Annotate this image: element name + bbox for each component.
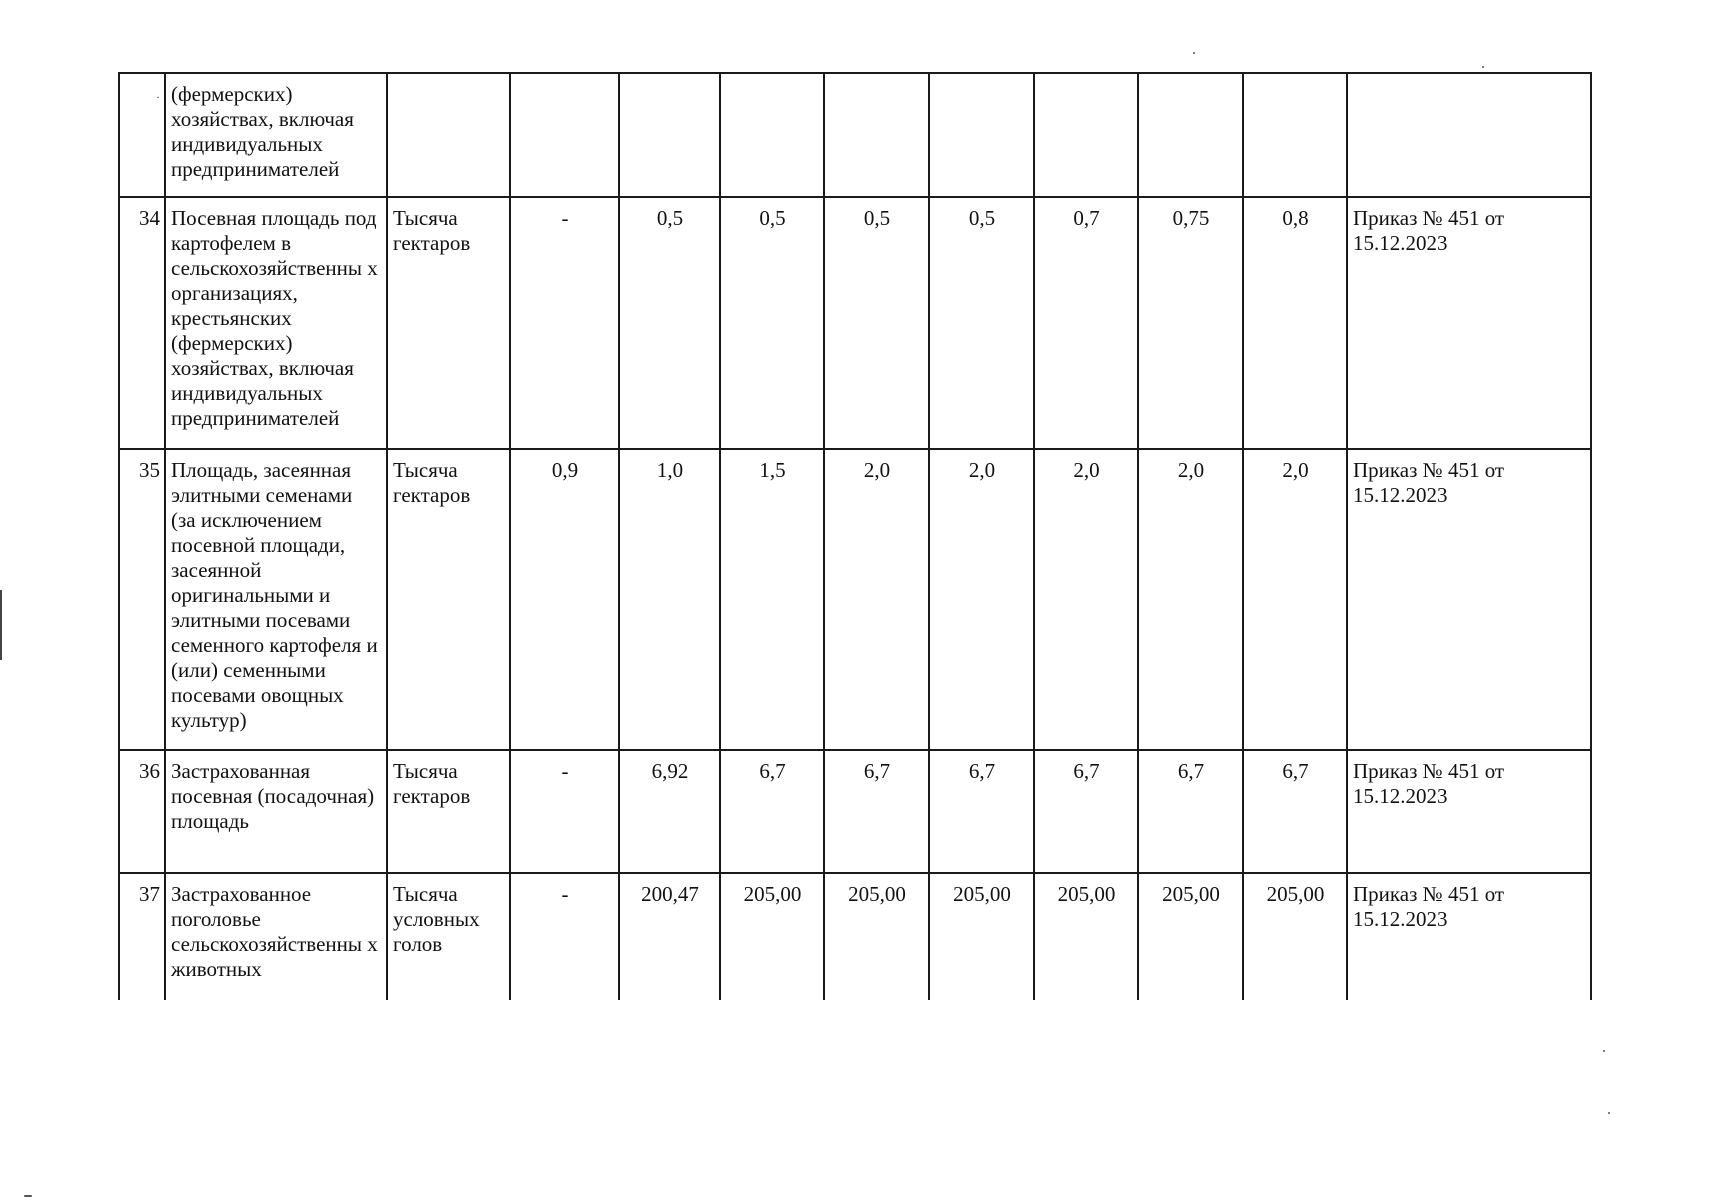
indicator-name-cell: Застрахованное поголовье сельскохозяйственны х животных [165, 873, 387, 1000]
unit-cell: Тысяча гектаров [387, 197, 510, 449]
value-cell [824, 73, 929, 197]
row-number-cell: 36 [119, 750, 165, 873]
value-cell: 2,0 [1034, 449, 1138, 750]
table-row [119, 873, 1591, 1000]
row-number-cell: 35 [119, 449, 165, 750]
row-number-cell [119, 73, 165, 197]
value-cell: 1,0 [619, 449, 720, 750]
scan-edge-mark [0, 590, 2, 660]
row-number-cell: 34 [119, 197, 165, 449]
value-cell: 205,00 [720, 873, 824, 1000]
value-cell: 2,0 [824, 449, 929, 750]
value-cell [1034, 73, 1138, 197]
value-cell: 2,0 [929, 449, 1034, 750]
source-cell: Приказ № 451 от 15.12.2023 [1347, 873, 1591, 1000]
unit-cell [387, 73, 510, 197]
value-cell [929, 73, 1034, 197]
value-cell: 0,75 [1138, 197, 1243, 449]
scan-speck [1608, 1112, 1610, 1114]
value-cell: 205,00 [824, 873, 929, 1000]
value-cell [510, 73, 619, 197]
source-cell: Приказ № 451 от 15.12.2023 [1347, 449, 1591, 750]
value-cell: 6,7 [1243, 750, 1347, 873]
value-cell: 0,5 [929, 197, 1034, 449]
scan-speck [1603, 1050, 1605, 1052]
table-row [119, 449, 1591, 750]
value-cell: 6,7 [1138, 750, 1243, 873]
value-cell: 6,7 [1034, 750, 1138, 873]
value-cell: 0,7 [1034, 197, 1138, 449]
value-cell: 0,8 [1243, 197, 1347, 449]
scan-speck [1193, 52, 1195, 54]
indicator-name-cell: Застрахованная посевная (посадочная) площадь [165, 750, 387, 873]
value-cell: 2,0 [1243, 449, 1347, 750]
value-cell: 2,0 [1138, 449, 1243, 750]
value-cell: 200,47 [619, 873, 720, 1000]
value-cell: - [510, 750, 619, 873]
value-cell: - [510, 873, 619, 1000]
unit-cell: Тысяча условных голов [387, 873, 510, 1000]
value-cell: 1,5 [720, 449, 824, 750]
source-cell: Приказ № 451 от 15.12.2023 [1347, 197, 1591, 449]
unit-cell: Тысяча гектаров [387, 449, 510, 750]
unit-cell: Тысяча гектаров [387, 750, 510, 873]
value-cell: 6,92 [619, 750, 720, 873]
value-cell: 205,00 [1243, 873, 1347, 1000]
scan-speck [24, 1195, 32, 1197]
indicators-table [118, 72, 1592, 1000]
indicator-name-cell: Посевная площадь под картофелем в сельскохозяйственны х организациях, крестьянских (фермерских) хозяйствах, включая индивидуальных предпринимателей [165, 197, 387, 449]
table-row [119, 197, 1591, 449]
table-row [119, 750, 1591, 873]
row-number-cell: 37 [119, 873, 165, 1000]
value-cell: - [510, 197, 619, 449]
value-cell: 0,5 [720, 197, 824, 449]
value-cell: 205,00 [1034, 873, 1138, 1000]
table-row [119, 73, 1591, 197]
scan-speck [1482, 66, 1484, 68]
scan-tick-mark: · [156, 90, 160, 104]
value-cell: 6,7 [824, 750, 929, 873]
value-cell: 6,7 [720, 750, 824, 873]
source-cell: Приказ № 451 от 15.12.2023 [1347, 750, 1591, 873]
value-cell [619, 73, 720, 197]
value-cell: 6,7 [929, 750, 1034, 873]
source-cell [1347, 73, 1591, 197]
value-cell: 0,5 [824, 197, 929, 449]
indicator-name-cell: Площадь, засеянная элитными семенами (за исключением посевной площади, засеянной оригинальными и элитными посевами семенного картофеля и (или) семенными посевами овощных культур) [165, 449, 387, 750]
indicator-name-cell: (фермерских) хозяйствах, включая индивидуальных предпринимателей [165, 73, 387, 197]
value-cell: 205,00 [929, 873, 1034, 1000]
value-cell: 205,00 [1138, 873, 1243, 1000]
value-cell [1243, 73, 1347, 197]
value-cell [720, 73, 824, 197]
value-cell: 0,9 [510, 449, 619, 750]
value-cell: 0,5 [619, 197, 720, 449]
value-cell [1138, 73, 1243, 197]
